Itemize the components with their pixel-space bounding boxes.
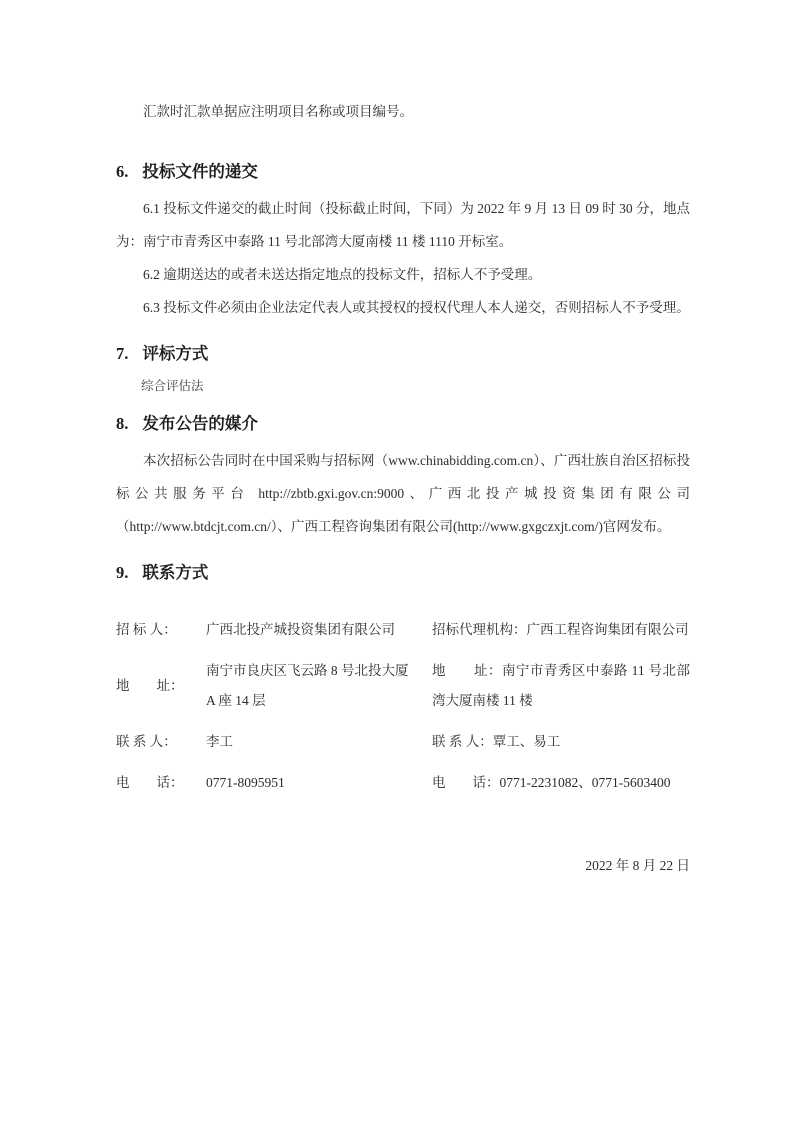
tenderer-name-value: 广西北投产城投资集团有限公司 bbox=[206, 622, 395, 637]
tenderer-name-label: 招 标 人： bbox=[116, 622, 177, 637]
agency-phone-value: 0771-2231082、0771-5603400 bbox=[499, 775, 671, 790]
section-8-title: 发布公告的媒介 bbox=[142, 415, 258, 433]
agency-name-value: 广西工程咨询集团有限公司 bbox=[526, 622, 689, 637]
tenderer-contact-block bbox=[116, 615, 416, 809]
agency-phone-row bbox=[432, 768, 690, 798]
agency-address-value: 南宁市青秀区中泰路 11 号北部湾大厦南楼 11 楼 bbox=[432, 663, 691, 708]
section-7-number: 7. bbox=[116, 344, 129, 363]
tenderer-address-label: 地 址： bbox=[116, 678, 184, 693]
evaluation-method-text: 综合评估法 bbox=[141, 379, 204, 393]
section-8-number: 8. bbox=[116, 414, 129, 433]
tenderer-phone-row bbox=[116, 768, 416, 798]
tenderer-address-row bbox=[116, 656, 416, 716]
agency-contact-person-value: 覃工、易工 bbox=[492, 734, 561, 749]
agency-contact-person-label: 联 系 人： bbox=[432, 734, 493, 749]
section-9-heading bbox=[116, 559, 690, 583]
section-6-para-deadline: 6.1 投标文件递交的截止时间（投标截止时间，下同）为 2022 年 9 月 13 日 09 时 30 分，地点为：南宁市青秀区中泰路 11 号北部湾大厦南楼 11 楼 1110 开标室。 bbox=[116, 201, 690, 249]
tenderer-address-value: 南宁市良庆区飞云路 8 号北投大厦 A 座 14 层 bbox=[206, 663, 409, 708]
agency-address-label: 地 址： bbox=[432, 663, 502, 678]
agency-contact-block bbox=[432, 615, 690, 809]
tenderer-phone-value: 0771-8095951 bbox=[206, 775, 285, 790]
section-9-title: 联系方式 bbox=[142, 564, 209, 582]
remittance-note: 汇款时汇款单据应注明项目名称或项目编号。 bbox=[143, 104, 413, 119]
agency-address-row bbox=[432, 656, 690, 716]
tenderer-name-row bbox=[116, 615, 416, 645]
section-7-title: 评标方式 bbox=[142, 345, 209, 363]
announcement-media-text: 本次招标公告同时在中国采购与招标网（www.chinabidding.com.cn）、广西壮族自治区招标投标公共服务平台 http://zbtb.gxi.gov.cn:9000、广西北投产城投资集团有限公司（http://www.btdcjt.com.cn/）、广西工程咨询集团有限公司(http://www.gxgczxjt.com/)官网发布。 bbox=[116, 453, 690, 534]
agency-name-label: 招标代理机构： bbox=[432, 622, 527, 637]
section-7-heading bbox=[116, 340, 690, 364]
section-9-number: 9. bbox=[116, 563, 129, 582]
section-6-para-late-delivery: 6.2 逾期送达的或者未送达指定地点的投标文件，招标人不予受理。 bbox=[143, 267, 542, 282]
section-6-heading bbox=[116, 158, 690, 182]
agency-name-row bbox=[432, 615, 690, 645]
agency-contact-person-row bbox=[432, 727, 690, 757]
tenderer-contact-person-row bbox=[116, 727, 416, 757]
section-8-heading bbox=[116, 410, 690, 434]
tenderer-phone-label: 电 话： bbox=[116, 775, 184, 790]
section-6-number: 6. bbox=[116, 162, 129, 181]
section-6-title: 投标文件的递交 bbox=[142, 163, 258, 181]
document-date: 2022 年 8 月 22 日 bbox=[585, 858, 690, 873]
tenderer-contact-person-label: 联 系 人： bbox=[116, 734, 177, 749]
tenderer-contact-person-value: 李工 bbox=[206, 734, 233, 749]
section-6-para-representative: 6.3 投标文件必须由企业法定代表人或其授权的授权代理人本人递交，否则招标人不予受理。 bbox=[143, 300, 690, 315]
contact-info bbox=[116, 615, 690, 809]
agency-phone-label: 电 话： bbox=[432, 775, 500, 790]
